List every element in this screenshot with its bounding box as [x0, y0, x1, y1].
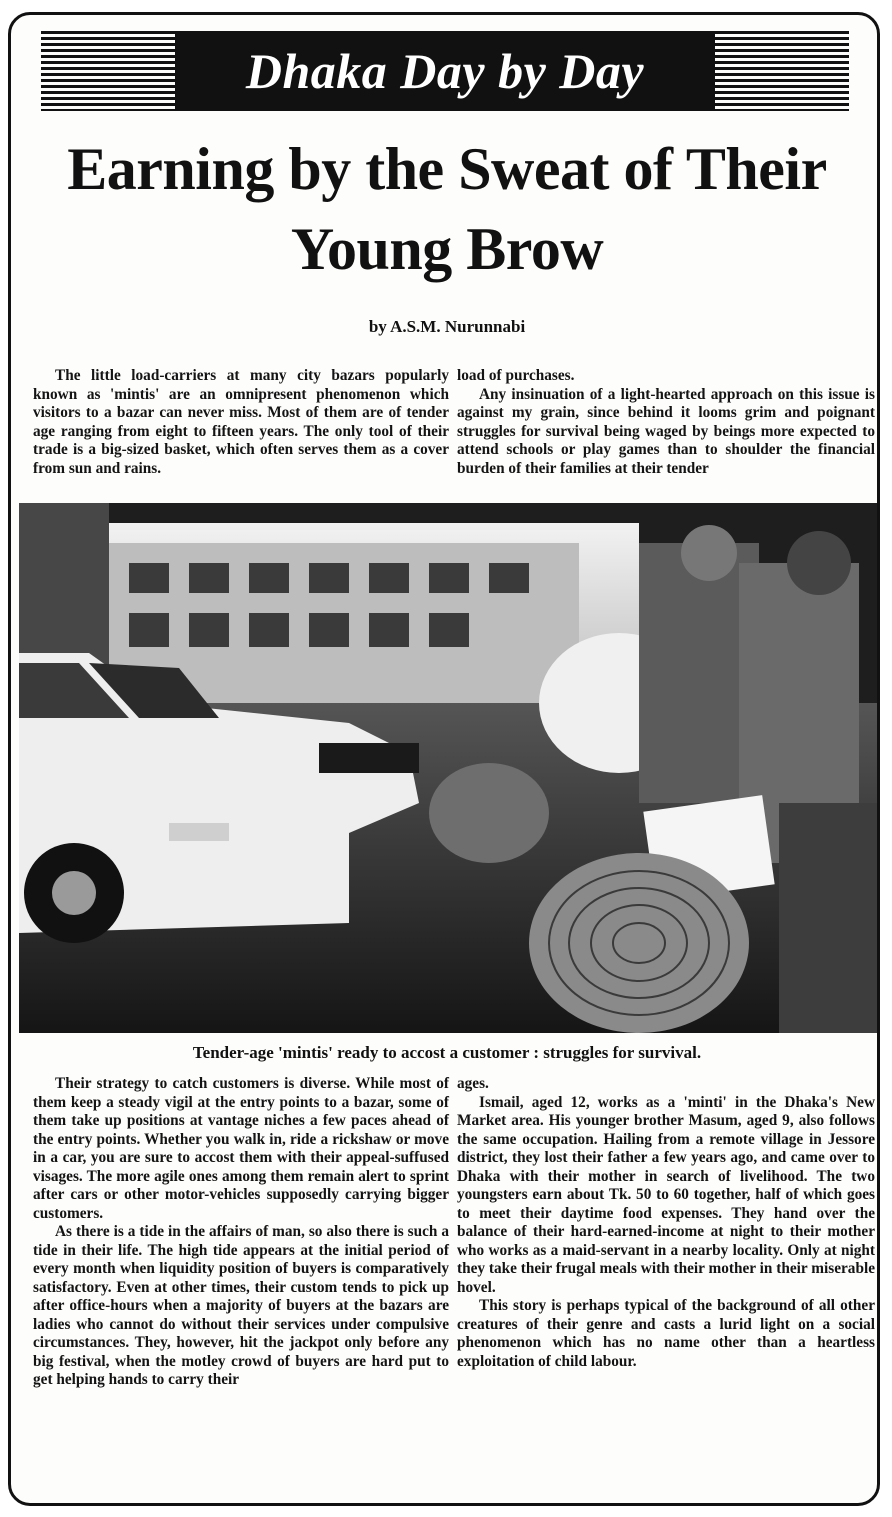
- column-top-left: [33, 367, 449, 478]
- byline: by A.S.M. Nurunnabi: [368, 317, 526, 336]
- headline: Earning by the Sweat of Their Young Brow: [67, 136, 827, 282]
- photo-caption: Tender-age 'mintis' ready to accost a customer : struggles for survival.: [192, 1043, 702, 1062]
- column-bottom-left: [33, 1075, 449, 1390]
- paragraph-continued: load of purchases.: [457, 367, 575, 384]
- paragraph-continued: ages.: [457, 1075, 489, 1092]
- paragraph: Ismail, aged 12, works as a 'minti' in the Dhaka's New Market area. His younger brother Masum, aged 9, also follows the same occupation. Hailing from a remote village in Jessore district, they lost their father a few years ago, and came over to Dhaka with their mother in search of livelihood. The two youngsters earn about Tk. 50 to 60 together, half of which goes to meet their daytime food expenses. They hand over the balance of their hard-earned-income at night to their mother who works as a maid-servant in a nearby locality. Only at night they take their frugal meals with their mother in their miserable hovel.: [457, 1093, 875, 1296]
- paragraph: Any insinuation of a light-hearted approach on this issue is against my grain, since behind it looms grim and poignant struggles for survival being waged by beings more expected to attend schools or play games than to shoulder the financial burden of their families at their tender: [457, 385, 875, 477]
- section-banner: Dhaka Day by Day: [175, 31, 715, 111]
- section-banner-rules: [41, 31, 849, 111]
- column-bottom-right: [457, 1075, 875, 1371]
- paragraph: Their strategy to catch customers is diverse. While most of them keep a steady vigil at the entry points to a bazar, some of them take up positions at vantage niches a few paces ahead of the entry points. Whether you walk in, ride a rickshaw or move in a car, you are sure to accost them with their appeal-suffused visages. The more agile ones among them remain alert to sprint after cars or other motor-vehicles supposedly carrying bigger customers.: [33, 1075, 449, 1222]
- paragraph: As there is a tide in the affairs of man, so also there is such a tide in their life. The high tide appears at the initial period of every month when liquidity position of buyers is comparatively satisfactory. Even at other times, their custom tends to pick up after office-hours when a majority of buyers at the bazars are ladies who cannot do without their services under compulsive circumstances. They, however, hit the jackpot only before any big festival, when the motley crowd of buyers are hard put to get helping hands to carry their: [33, 1223, 449, 1388]
- article-photo: [19, 503, 877, 1033]
- paragraph: This story is perhaps typical of the background of all other creatures of their genre and casts a lurid light on a social phenomenon which has no name other than a heartless exploitation of child labour.: [457, 1297, 875, 1370]
- article-frame: [8, 12, 880, 1506]
- photo-illustration: [19, 503, 877, 1033]
- paragraph: The little load-carriers at many city bazars popularly known as 'mintis' are an omnipresent phenomenon which visitors to a bazar can never miss. Most of them are of tender age ranging from eight to fifteen years. The only tool of their trade is a big-sized basket, which often serves them as a cover from sun and rains.: [33, 367, 449, 477]
- column-top-right: [457, 367, 875, 478]
